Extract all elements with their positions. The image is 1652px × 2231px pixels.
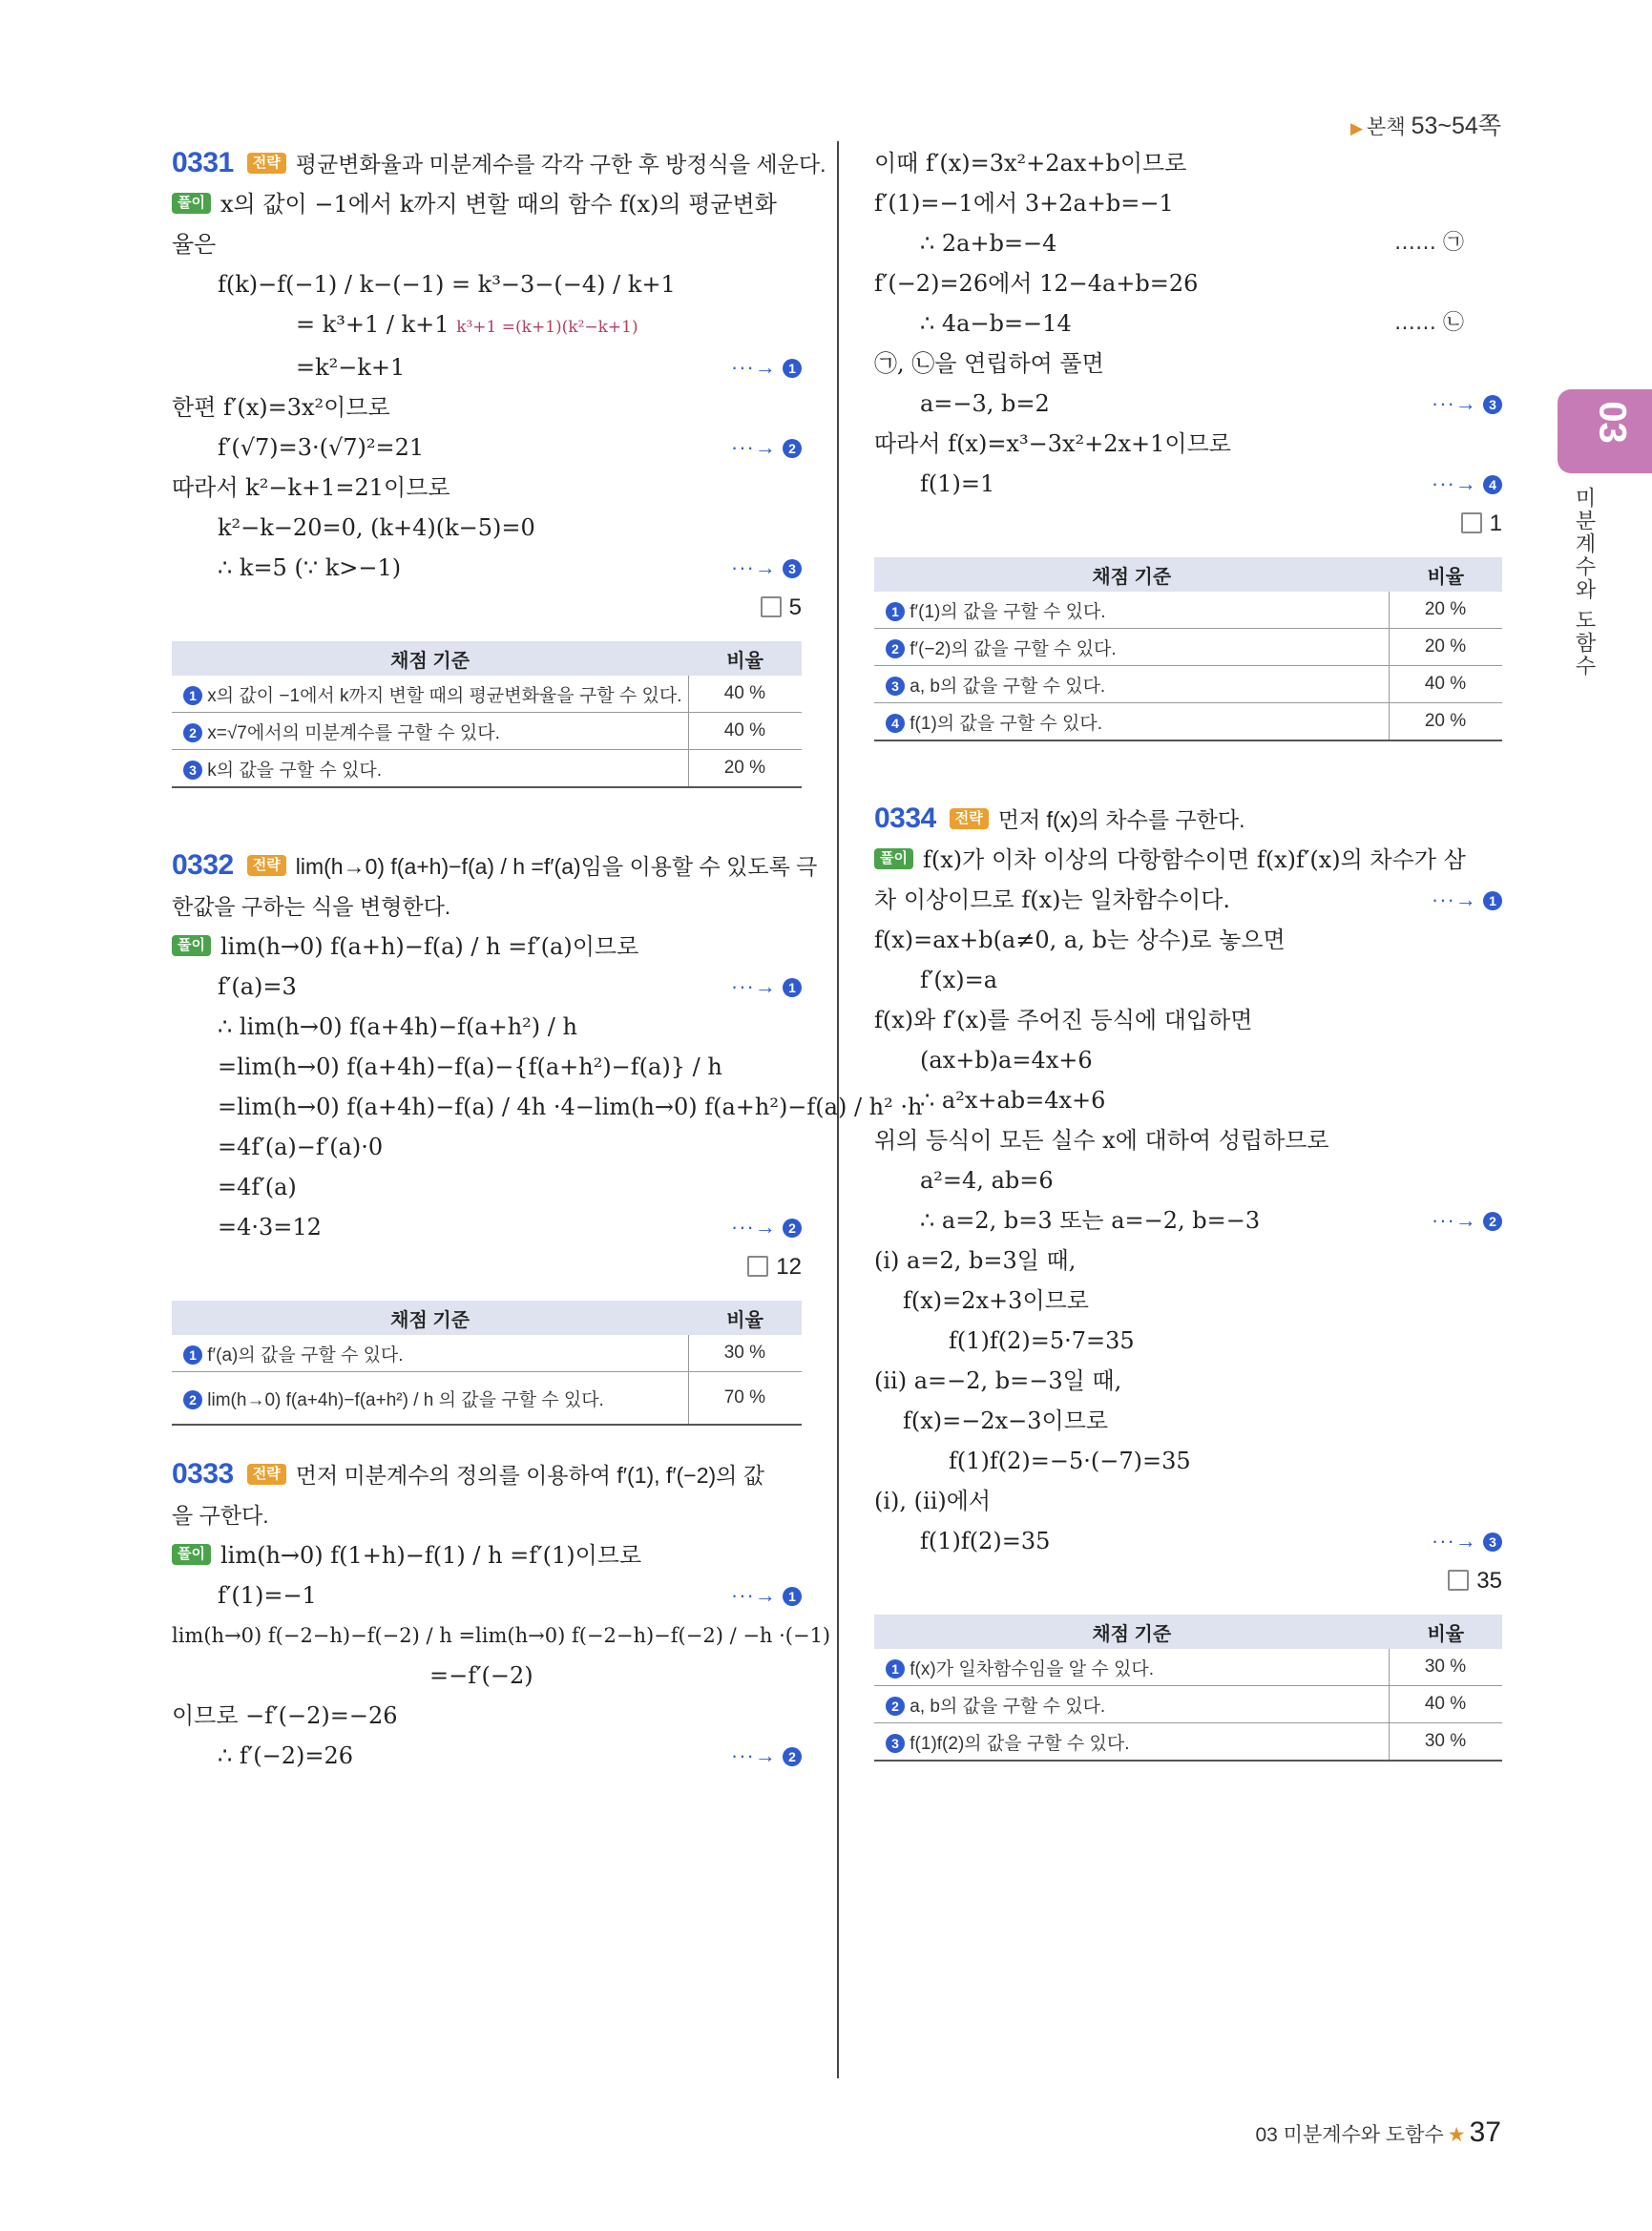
strategy-tag: 전략 <box>247 855 286 876</box>
step-marker: ···→ 3 <box>1432 1521 1502 1561</box>
step-marker: ···→ 2 <box>731 1207 802 1247</box>
strategy-tag: 전략 <box>247 1464 286 1485</box>
solution-tag: 풀이 <box>172 1544 211 1565</box>
solution-line: f(1)=1 ···→ 4 <box>874 464 1502 504</box>
page-footer <box>1255 2116 1501 2149</box>
right-column <box>874 143 1502 1762</box>
solution-line: =−f′(−2) <box>429 1662 533 1689</box>
answer: 35 <box>874 1561 1502 1601</box>
equation-mark: …… ㉡ <box>1394 311 1464 335</box>
solution-line: f′(a)=3 ···→ 1 <box>172 967 802 1007</box>
solution-line: f(x)=ax+b(a≠0, a, b는 상수)로 놓으면 <box>874 927 1286 953</box>
solution-line: f(x)와 f′(x)를 주어진 등식에 대입하면 <box>874 1007 1253 1033</box>
solution-line: f(1)f(2)=5·7=35 <box>949 1327 1135 1354</box>
page-range: 53~54쪽 <box>1411 113 1501 139</box>
chapter-side-title: 미분계수와 도함수 <box>1573 487 1597 678</box>
table-row: 2 a, b의 값을 구할 수 있다. 40 % <box>874 1686 1502 1723</box>
solution-line: 차 이상이므로 f(x)는 일차함수이다. ···→ 1 <box>874 880 1502 920</box>
solution-line: f′(1)=−1 ···→ 1 <box>172 1575 802 1616</box>
grading-table-0333: 채점 기준 비율 1 f′(1)의 값을 구할 수 있다. 20 % 2 f′(−2)의 값을 구할 수 있다. 20 % 3 a, b의 값을 구할 수 있다. 40 % 4 f(1)의 값을 구할 수 있다. 20 % <box>874 557 1502 741</box>
solution-line: = k³+1 / k+1 k³+1 =(k+1)(k²−k+1) <box>296 311 638 338</box>
solution-line: k²−k−20=0, (k+4)(k−5)=0 <box>218 514 535 541</box>
solution-line: =4f′(a)−f′(a)·0 <box>218 1134 384 1160</box>
solution-line: a²=4, ab=6 <box>920 1167 1054 1194</box>
solution-line: 따라서 k²−k+1=21이므로 <box>172 474 450 501</box>
step-marker: ···→ 2 <box>731 1736 802 1776</box>
answer-icon <box>761 596 782 617</box>
solution-line: (ii) a=−2, b=−3일 때, <box>874 1367 1122 1394</box>
problem-number: 0331 <box>172 147 234 178</box>
answer-icon <box>1448 1570 1469 1591</box>
table-row: 2 f′(−2)의 값을 구할 수 있다. 20 % <box>874 629 1502 666</box>
problem-number: 0334 <box>874 803 936 834</box>
answer-icon <box>1461 512 1482 533</box>
solution-tag: 풀이 <box>874 848 913 869</box>
book-label: 본책 <box>1367 116 1406 138</box>
solution-line: f(k)−f(−1) / k−(−1) = k³−3−(−4) / k+1 <box>218 271 676 298</box>
solution-line: =k²−k+1 ···→ 1 <box>172 347 802 387</box>
solution-line: f′(√7)=3·(√7)²=21 ···→ 2 <box>172 427 802 468</box>
side-note: k³+1 =(k+1)(k²−k+1) <box>456 318 638 337</box>
page-reference <box>1350 107 1501 141</box>
answer: 5 <box>172 588 802 628</box>
solution-line: 한편 f′(x)=3x²이므로 <box>172 394 390 421</box>
step-marker: ···→ 1 <box>731 1575 802 1616</box>
step-marker: ···→ 2 <box>731 427 802 468</box>
solution-line: 풀이 lim(h→0) f(a+h)−f(a) / h =f′(a)이므로 <box>172 927 802 967</box>
solution-line: 따라서 f(x)=x³−3x²+2x+1이므로 <box>874 430 1231 457</box>
solution-line: 풀이 lim(h→0) f(1+h)−f(1) / h =f′(1)이므로 <box>172 1535 802 1575</box>
solution-line: 이때 f′(x)=3x²+2ax+b이므로 <box>874 150 1187 177</box>
problem-number: 0332 <box>172 849 234 881</box>
step-marker: ···→ 1 <box>731 967 802 1007</box>
strategy-text: lim(h→0) f(a+h)−f(a) / h =f′(a)임을 이용할 수 있도록 극 <box>295 854 818 879</box>
problem-number: 0333 <box>172 1458 234 1490</box>
grading-table-0331: 채점 기준 비율 1 x의 값이 −1에서 k까지 변할 때의 평균변화율을 구할 수 있다. 40 % 2 x=√7에서의 미분계수를 구할 수 있다. 40 % 3 k의 값을 구할 수 있다. 20 % <box>172 641 802 788</box>
solution-line: =lim(h→0) f(a+4h)−f(a) / 4h ·4−lim(h→0) f(a+h²)−f(a) / h² ·h <box>218 1094 923 1120</box>
strategy-text: 평균변화율과 미분계수를 각각 구한 후 방정식을 세운다. <box>295 152 826 177</box>
solution-line: f′(1)=−1에서 3+2a+b=−1 <box>874 190 1174 217</box>
step-marker: ···→ 3 <box>1432 384 1502 424</box>
table-row: 1 f(x)가 일차함수임을 알 수 있다. 30 % <box>874 1649 1502 1686</box>
step-marker: ···→ 3 <box>731 548 802 588</box>
solution-line: 이므로 −f′(−2)=−26 <box>172 1702 398 1729</box>
step-marker: ···→ 2 <box>1432 1200 1502 1241</box>
step-marker: ···→ 4 <box>1432 464 1502 504</box>
solution-line: =lim(h→0) f(a+4h)−f(a)−{f(a+h²)−f(a)} / h <box>218 1053 722 1080</box>
solution-line: ∴ 4a−b=−14 …… ㉡ <box>874 303 1502 344</box>
grading-table-0332: 채점 기준 비율 1 f′(a)의 값을 구할 수 있다. 30 % 2 lim(h→0) f(a+4h)−f(a+h²) / h 의 값을 구할 수 있다. 70 % <box>172 1301 802 1426</box>
strategy-text: 먼저 f(x)의 차수를 구한다. <box>997 807 1245 832</box>
solution-line: ∴ 2a+b=−4 …… ㉠ <box>874 223 1502 263</box>
equation-mark: …… ㉠ <box>1394 231 1464 255</box>
problem-0332-header <box>172 845 818 886</box>
strategy-tag: 전략 <box>950 808 989 829</box>
solution-line: f(1)f(2)=−5·(−7)=35 <box>949 1448 1191 1474</box>
strategy-text: 한값을 구하는 식을 변형한다. <box>172 894 451 919</box>
table-row: 3 f(1)f(2)의 값을 구할 수 있다. 30 % <box>874 1723 1502 1762</box>
chapter-tab <box>1558 389 1652 473</box>
solution-line: ∴ a²x+ab=4x+6 <box>920 1087 1106 1114</box>
answer: 12 <box>172 1247 802 1287</box>
answer: 1 <box>874 504 1502 544</box>
solution-line: f(x)=−2x−3이므로 <box>903 1407 1109 1434</box>
footer-chapter: 03 미분계수와 도함수 <box>1255 2124 1444 2146</box>
table-row: 2 x=√7에서의 미분계수를 구할 수 있다. 40 % <box>172 713 802 750</box>
solution-line: a=−3, b=2 ···→ 3 <box>874 384 1502 424</box>
solution-line: (i), (ii)에서 <box>874 1488 992 1514</box>
step-marker: ···→ 1 <box>731 347 802 387</box>
grading-table-0334: 채점 기준 비율 1 f(x)가 일차함수임을 알 수 있다. 30 % 2 a, b의 값을 구할 수 있다. 40 % 3 f(1)f(2)의 값을 구할 수 있다. 30 % <box>874 1615 1502 1762</box>
solution-line: (i) a=2, b=3일 때, <box>874 1247 1077 1274</box>
table-row: 2 lim(h→0) f(a+4h)−f(a+h²) / h 의 값을 구할 수 있다. 70 % <box>172 1372 802 1426</box>
solution-tag: 풀이 <box>172 935 211 956</box>
answer-icon <box>747 1256 768 1277</box>
solution-line: 율은 <box>172 231 217 258</box>
table-row: 1 f′(1)의 값을 구할 수 있다. 20 % <box>874 592 1502 629</box>
table-row: 3 a, b의 값을 구할 수 있다. 40 % <box>874 666 1502 703</box>
chapter-number: 03 <box>1591 401 1634 444</box>
problem-0333-header <box>172 1454 802 1495</box>
solution-line: lim(h→0) f(−2−h)−f(−2) / h =lim(h→0) f(−2−h)−f(−2) / −h ·(−1) <box>172 1624 831 1647</box>
strategy-text: 먼저 미분계수의 정의를 이용하여 f′(1), f′(−2)의 값 <box>295 1463 765 1488</box>
solution-line: 풀이 x의 값이 −1에서 k까지 변할 때의 함수 f(x)의 평균변화 <box>172 184 802 224</box>
solution-line: ∴ lim(h→0) f(a+4h)−f(a+h²) / h <box>218 1013 577 1040</box>
solution-line: ∴ a=2, b=3 또는 a=−2, b=−3 ···→ 2 <box>874 1200 1502 1241</box>
step-marker: ···→ 1 <box>1432 880 1502 920</box>
solution-line: f′(x)=a <box>920 967 998 993</box>
strategy-text: 을 구한다. <box>172 1503 269 1528</box>
solution-line: f(1)f(2)=35 ···→ 3 <box>874 1521 1502 1561</box>
solution-line: ㉠, ㉡을 연립하여 풀면 <box>874 350 1104 377</box>
problem-0331-header <box>172 143 826 184</box>
table-row: 4 f(1)의 값을 구할 수 있다. 20 % <box>874 703 1502 741</box>
solution-line: ∴ f′(−2)=26 ···→ 2 <box>172 1736 802 1776</box>
arrow-icon: ▶ <box>1349 119 1364 137</box>
table-row: 1 x의 값이 −1에서 k까지 변할 때의 평균변화율을 구할 수 있다. 40 % <box>172 676 802 713</box>
table-row: 1 f′(a)의 값을 구할 수 있다. 30 % <box>172 1335 802 1372</box>
solution-line: 위의 등식이 모든 실수 x에 대하여 성립하므로 <box>874 1127 1329 1154</box>
solution-line: (ax+b)a=4x+6 <box>920 1047 1093 1074</box>
solution-line: =4f′(a) <box>218 1174 297 1200</box>
solution-line: 풀이 f(x)가 이차 이상의 다항함수이면 f(x)f′(x)의 차수가 삼 <box>874 840 1502 880</box>
star-icon: ★ <box>1447 2124 1466 2146</box>
table-row: 3 k의 값을 구할 수 있다. 20 % <box>172 750 802 788</box>
problem-0334-header <box>874 799 1502 840</box>
solution-line: f(x)=2x+3이므로 <box>903 1287 1089 1314</box>
solution-line: =4·3=12 ···→ 2 <box>172 1207 802 1247</box>
solution-line: f′(−2)=26에서 12−4a+b=26 <box>874 270 1199 297</box>
page-number: 37 <box>1469 2116 1501 2148</box>
solution-line: ∴ k=5 (∵ k>−1) ···→ 3 <box>172 548 802 588</box>
strategy-tag: 전략 <box>247 153 286 174</box>
solution-tag: 풀이 <box>172 193 211 214</box>
